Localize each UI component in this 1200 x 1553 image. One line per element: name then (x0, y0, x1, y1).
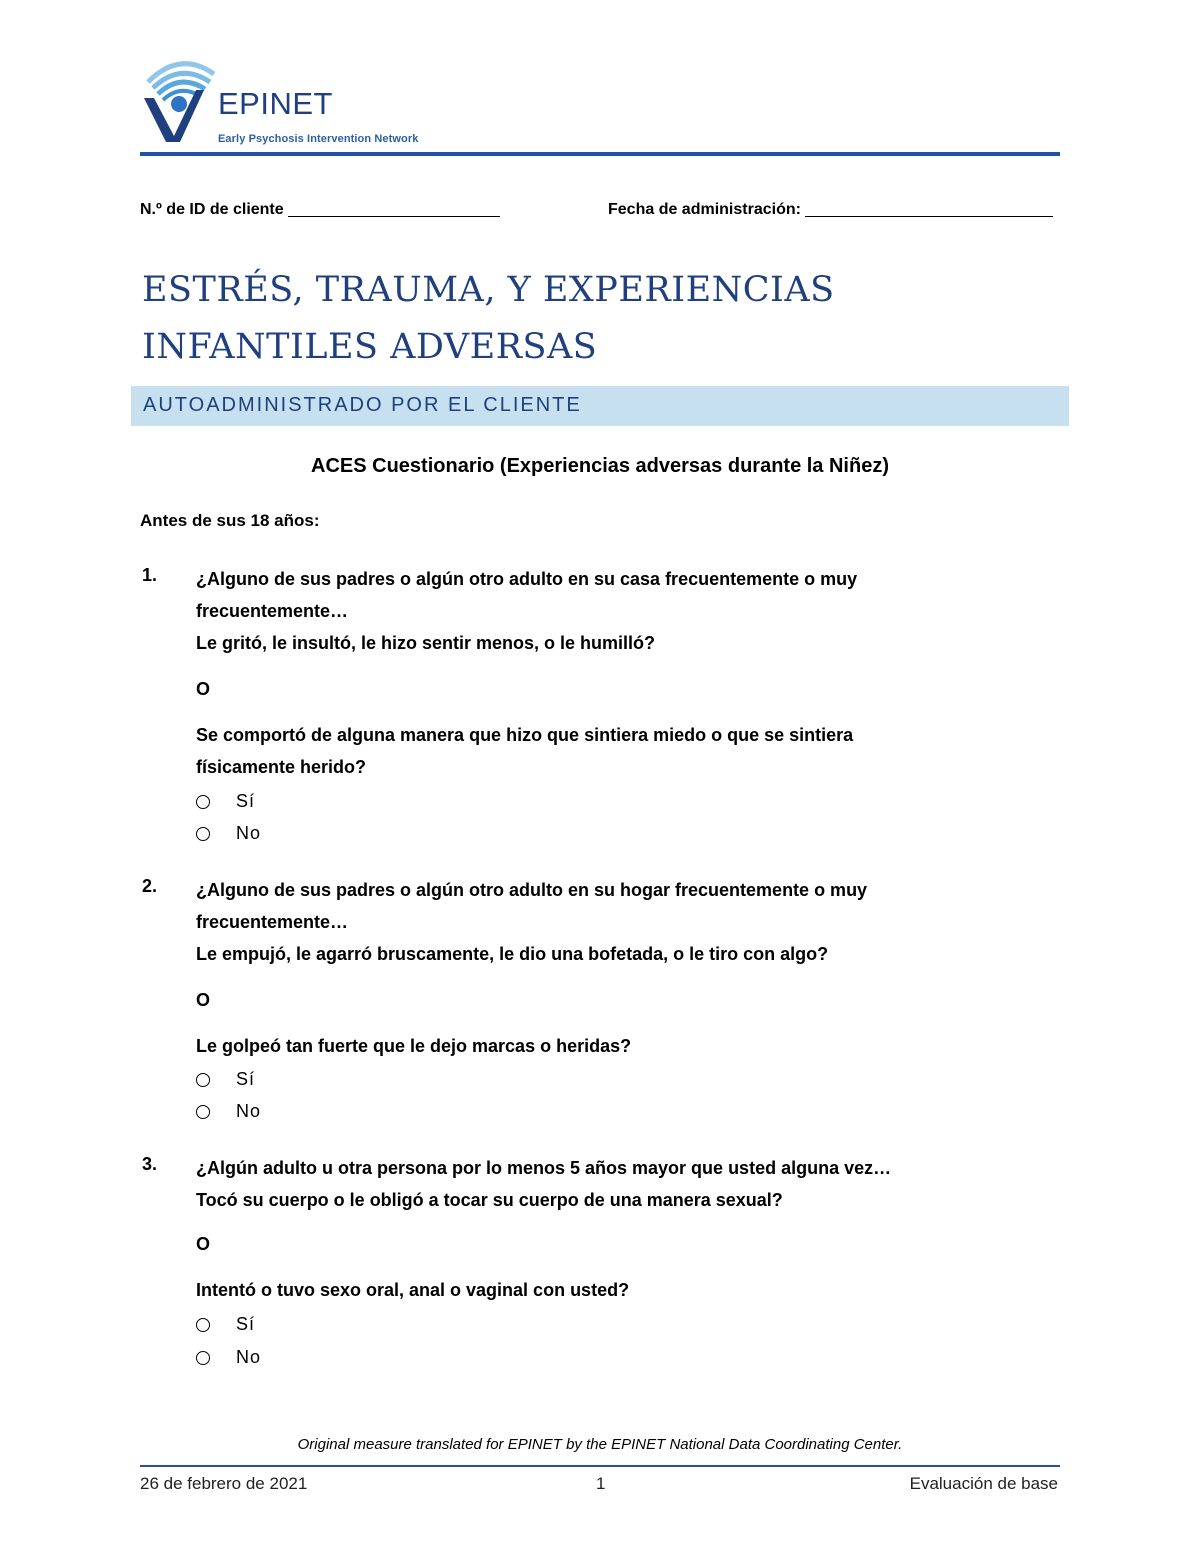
section-band-label: AUTOADMINISTRADO POR EL CLIENTE (143, 394, 582, 416)
question-line: frecuentemente… (196, 601, 349, 621)
client-id-input-line[interactable] (288, 198, 500, 217)
or-label: O (196, 679, 211, 699)
header-rule (140, 152, 1060, 156)
option-no[interactable] (196, 1101, 261, 1122)
question-line: Se comportó de alguna manera que hizo que sintiera miedo o que se sintiera (196, 725, 854, 745)
question-number: 3. (142, 1154, 158, 1174)
logo-name: EPINET (218, 86, 333, 121)
question-line: frecuentemente… (196, 912, 349, 932)
radio-button[interactable] (196, 1105, 210, 1119)
alt-question-text (196, 1274, 629, 1306)
page-number: 1 (596, 1474, 606, 1493)
question-line: ¿Alguno de sus padres o algún otro adulto en su casa frecuentemente o muy (196, 569, 858, 589)
title-line-1: ESTRÉS, TRAUMA, Y EXPERIENCIAS (142, 270, 835, 310)
question-line: Le empujó, le agarró bruscamente, le dio una bofetada, o le tiro con algo? (196, 944, 829, 964)
option-label: Sí (236, 791, 256, 811)
footnote: Original measure translated for EPINET by the EPINET National Data Coordinating Center. (297, 1436, 903, 1453)
date-label: Fecha de administración: (608, 201, 801, 218)
alt-question-text (196, 719, 853, 783)
footer-rule (140, 1465, 1060, 1467)
client-id-field (140, 198, 500, 219)
footer-section: Evaluación de base (909, 1474, 1058, 1493)
question-text (196, 874, 1056, 970)
option-label: No (236, 1101, 262, 1121)
question-number: 2. (142, 876, 158, 896)
question-line: ¿Algún adulto u otra persona por lo menos 5 años mayor que usted alguna vez… (196, 1158, 892, 1178)
question-line: ¿Alguno de sus padres o algún otro adulto en su hogar frecuentemente o muy (196, 880, 868, 900)
footer-date: 26 de febrero de 2021 (140, 1474, 308, 1493)
option-no[interactable] (196, 1347, 261, 1368)
radio-button[interactable] (196, 827, 210, 841)
question-line: Le golpeó tan fuerte que le dejo marcas o heridas? (196, 1036, 632, 1056)
option-yes[interactable] (196, 1314, 255, 1335)
radio-button[interactable] (196, 1318, 210, 1332)
option-yes[interactable] (196, 791, 255, 812)
question-line: Tocó su cuerpo o le obligó a tocar su cuerpo de una manera sexual? (196, 1190, 783, 1210)
option-yes[interactable] (196, 1069, 255, 1090)
epinet-logo (140, 52, 440, 152)
logo-subtitle: Early Psychosis Intervention Network (218, 133, 419, 145)
question-text (196, 563, 1056, 659)
radio-button[interactable] (196, 1351, 210, 1365)
questionnaire-subtitle: ACES Cuestionario (Experiencias adversas durante la Niñez) (311, 455, 889, 477)
epinet-logo-icon (140, 52, 220, 152)
alt-question-text (196, 1030, 631, 1062)
title-line-2: INFANTILES ADVERSAS (142, 327, 598, 367)
question-number: 1. (142, 565, 158, 585)
intro-text: Antes de sus 18 años: (140, 511, 320, 530)
page-title (142, 262, 835, 376)
option-label: Sí (236, 1314, 256, 1334)
radio-button[interactable] (196, 795, 210, 809)
client-id-label: N.º de ID de cliente (140, 201, 284, 218)
question-line: Intentó o tuvo sexo oral, anal o vaginal con usted? (196, 1280, 630, 1300)
or-label: O (196, 990, 211, 1010)
section-band (131, 386, 1069, 426)
or-label: O (196, 1234, 211, 1254)
question-text (196, 1152, 1056, 1216)
date-input-line[interactable] (805, 198, 1053, 217)
option-label: Sí (236, 1069, 256, 1089)
radio-button[interactable] (196, 1073, 210, 1087)
date-field (608, 198, 1053, 219)
question-line: Le gritó, le insultó, le hizo sentir menos, o le humilló? (196, 633, 656, 653)
option-label: No (236, 823, 262, 843)
client-info-row (140, 198, 1060, 224)
option-no[interactable] (196, 823, 261, 844)
option-label: No (236, 1347, 262, 1367)
question-line: físicamente herido? (196, 757, 367, 777)
